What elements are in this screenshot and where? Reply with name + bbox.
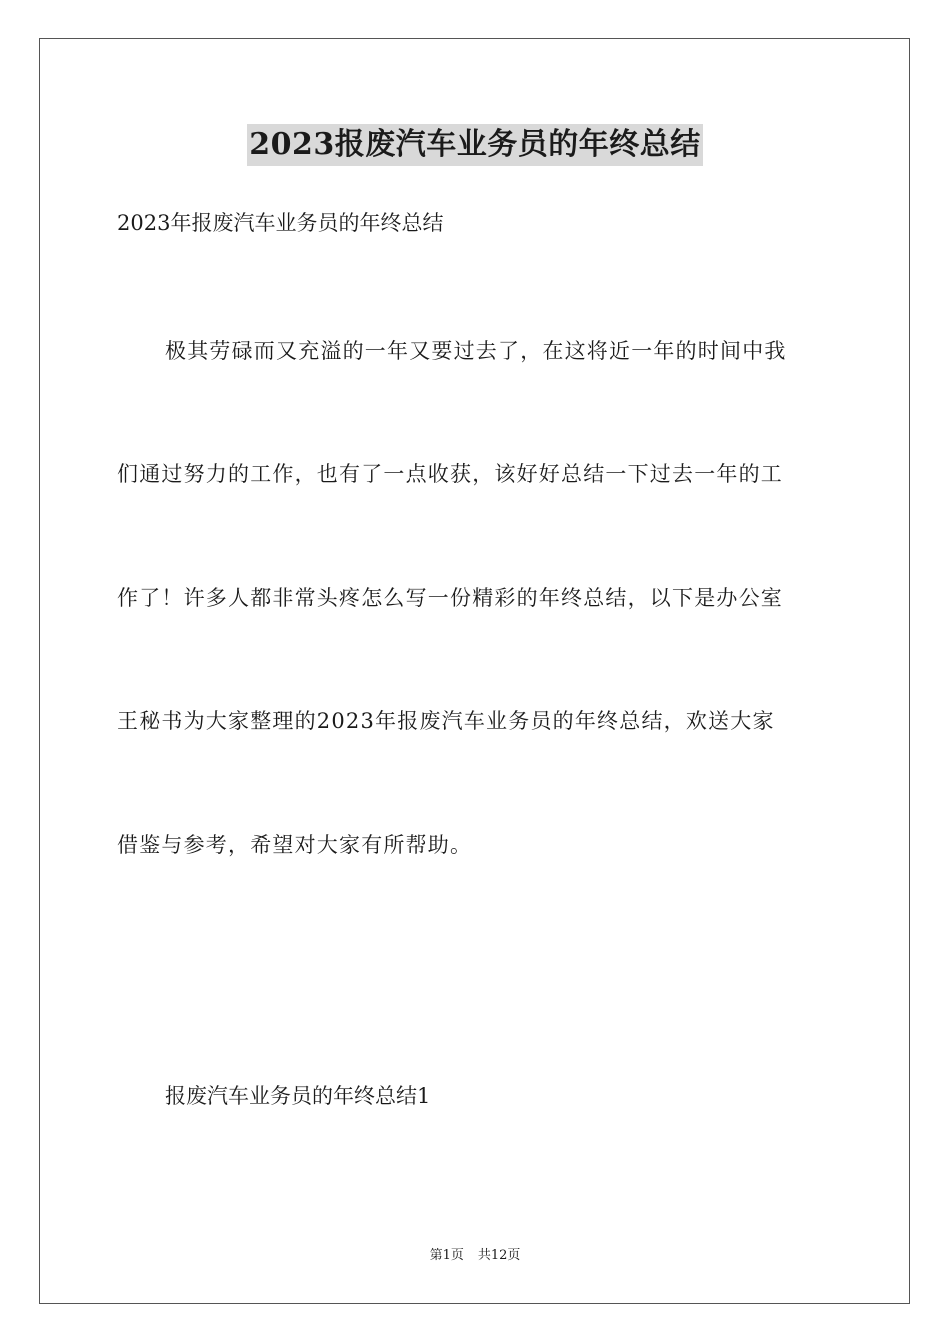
document-title: 2023报废汽车业务员的年终总结 xyxy=(247,124,703,166)
section-heading: 报废汽车业务员的年终总结1 xyxy=(165,1084,431,1108)
paragraph-line: 极其劳碌而又充溢的一年又要过去了，在这将近一年的时间中我 xyxy=(165,339,787,363)
page-count: 共12页 xyxy=(477,1248,521,1263)
document-subtitle: 2023年报废汽车业务员的年终总结 xyxy=(117,211,444,235)
paragraph-line: 作了！许多人都非常头疼怎么写一份精彩的年终总结，以下是办公室 xyxy=(117,586,783,610)
page-number: 第1页 xyxy=(429,1248,464,1263)
title-container xyxy=(0,124,950,166)
paragraph-line: 王秘书为大家整理的2023年报废汽车业务员的年终总结，欢送大家 xyxy=(117,709,775,733)
paragraph-line: 借鉴与参考，希望对大家有所帮助。 xyxy=(117,833,473,857)
page-footer xyxy=(0,1247,950,1265)
paragraph-line: 们通过努力的工作，也有了一点收获，该好好总结一下过去一年的工 xyxy=(117,462,783,486)
